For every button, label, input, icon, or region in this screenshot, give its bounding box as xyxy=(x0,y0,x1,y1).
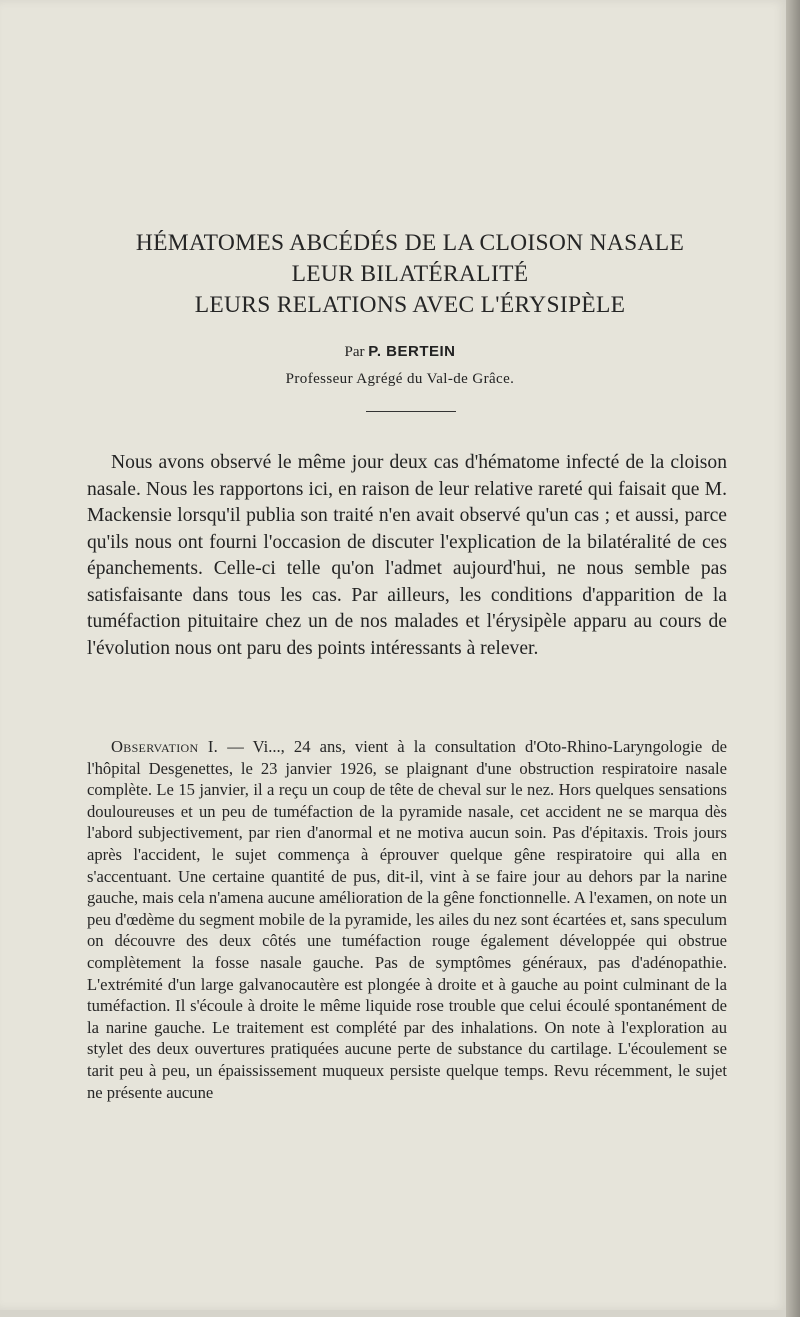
byline-prefix: Par xyxy=(344,344,365,360)
title-line-1: HÉMATOMES ABCÉDÉS DE LA CLOISON NASALE xyxy=(135,230,685,256)
observation-label: Observation I. xyxy=(111,737,219,756)
author-name: P. BERTEIN xyxy=(368,343,456,360)
article-title xyxy=(0,228,800,321)
intro-paragraph: Nous avons observé le même jour deux cas d'hématome infecté de la cloison nasale. Nous les rapportons ici, en raison de leur relative rareté qui faisait que M. Mackensie lorsqu'il publia son traité n'en avait observé qu'un cas ; et aussi, parce qu'ils nous ont fourni l'occasion de discuter l'explication de la bilatéralité de ces épanchements. Celle-ci telle qu'on l'admet aujourd'hui, ne nous semble pas satisfaisante dans tous les cas. Par ailleurs, les conditions d'apparition de la tuméfaction pituitaire chez un de nos malades et l'érysipèle apparu au cours de l'évolution nous ont paru des points intéressants à relever. xyxy=(87,452,727,659)
title-line-3: LEURS RELATIONS AVEC L'ÉRYSIPÈLE xyxy=(194,292,626,318)
title-line-2: LEUR BILATÉRALITÉ xyxy=(291,261,529,287)
byline xyxy=(0,342,800,362)
observation-paragraph xyxy=(87,736,727,1103)
separator-rule xyxy=(366,411,456,412)
observation-text: — Vi..., 24 ans, vient à la consultation d'Oto-Rhino-Laryngologie de l'hôpital Desgenettes, le 23 janvier 1926, se plaignant d'une obstruction respiratoire nasale complète. Le 15 janvier, il a reçu un coup de tête de cheval sur le nez. Hors quelques sensations douloureuses et un peu de tuméfaction de la pyramide nasale, cet accident ne se marqua dès l'abord subjectivement, par rien d'anormal et ne motiva aucun soin. Pas d'épitaxis. Trois jours après l'accident, le sujet commença à éprouver quelque gêne respiratoire qui alla en s'accentuant. Une certaine quantité de pus, dit-il, vint à se faire jour au dehors par la narine gauche, mais cela n'amena aucune amélioration de la gêne fonctionnelle. A l'examen, on note un peu d'œdème du segment mobile de la pyramide, les ailes du nez sont écartées et, sans speculum on découvre des deux côtés une tuméfaction rouge également développée qui obstrue complètement la fosse nasale gauche. Pas de symptômes généraux, pas d'adénopathie. L'extrémité d'un large galvanocautère est plongée à droite et à gauche au point culminant de la tuméfaction. Il s'écoule à droite le même liquide rose trouble que celui écoulé spontanément de la narine gauche. Le traitement est complété par des inhalations. On note à l'exploration au stylet des deux ouvertures pratiquées aucune perte de substance du cartilage. L'écoulement se tarit peu à peu, un épaississement muqueux persiste quelque temps. Revu récemment, le sujet ne présente aucune xyxy=(87,737,727,1102)
author-affiliation: Professeur Agrégé du Val-de Grâce. xyxy=(285,371,515,387)
page-edge xyxy=(786,0,800,1317)
